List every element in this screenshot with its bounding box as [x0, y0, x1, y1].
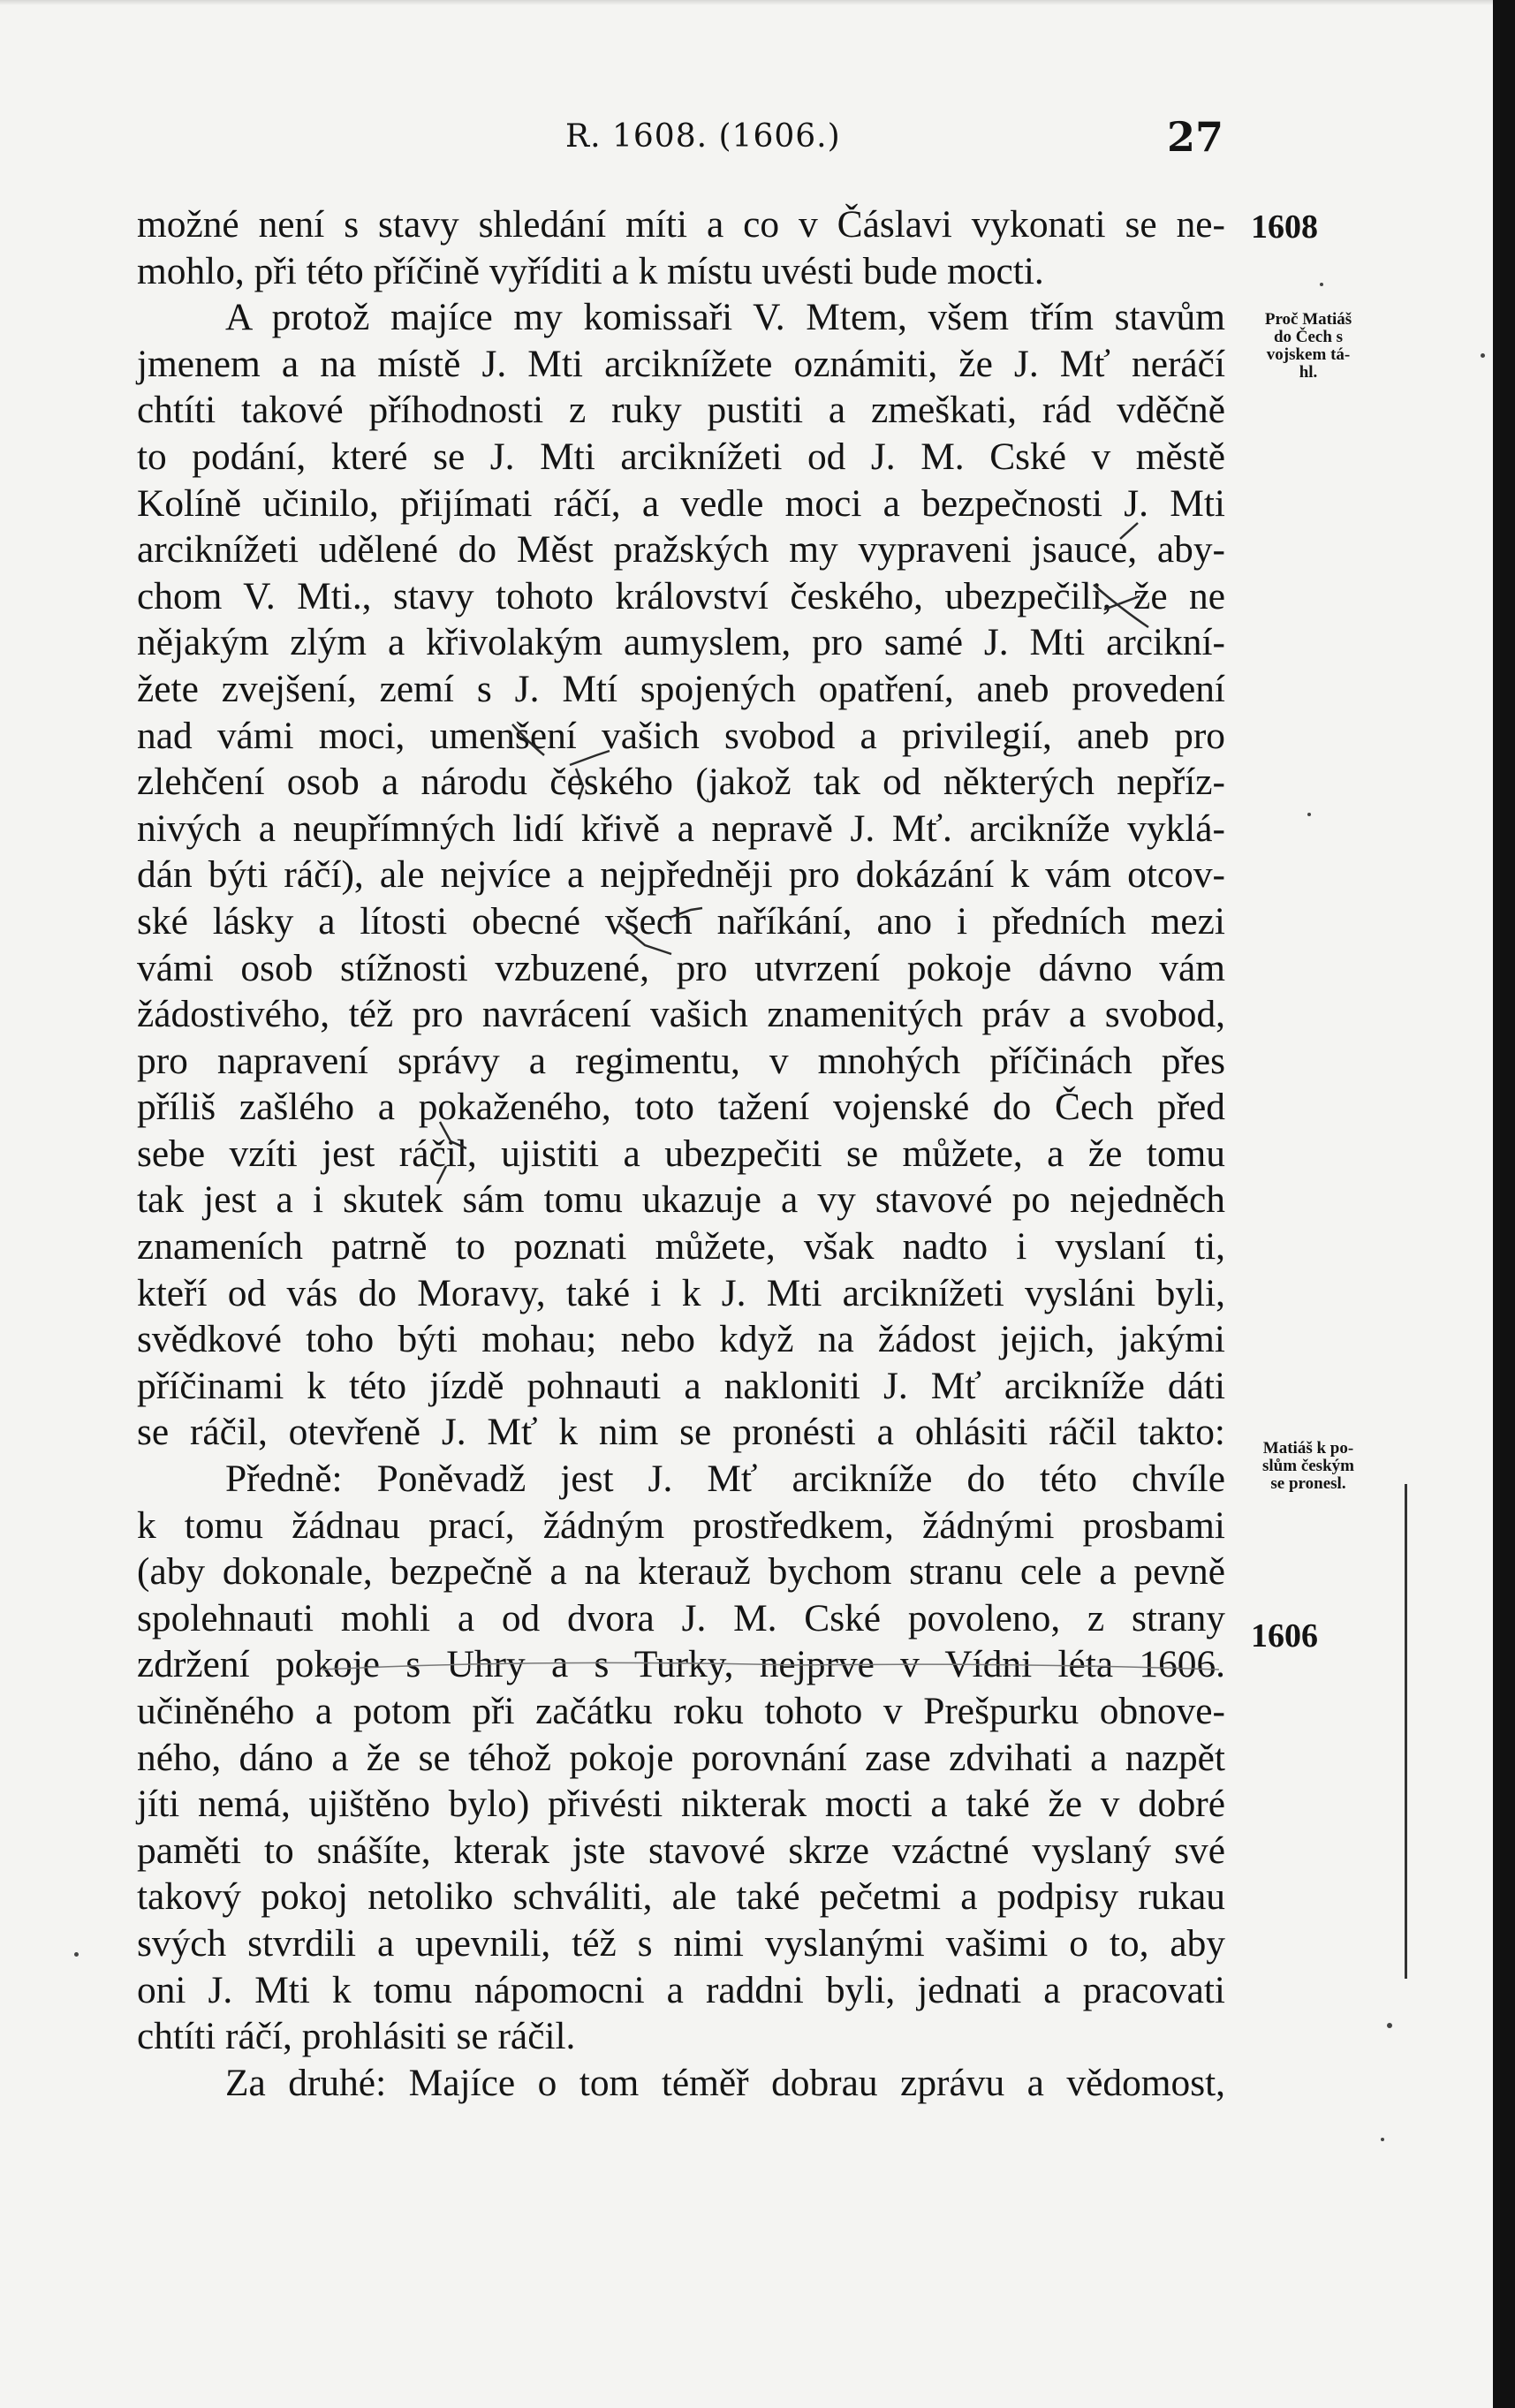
text-line: jmenem a na místě J. Mti arciknížete oznámiti, že J. Mť neráčí [137, 342, 1225, 385]
margin-rule [1405, 1484, 1407, 1979]
text-line: Kolíně učinilo, přijímati ráčí, a vedle moci a bezpečnosti J. Mti [137, 481, 1225, 525]
margin-note-line: do Čech s [1273, 328, 1344, 346]
text-line: chtíti ráčí, prohlásiti se ráčil. [137, 2015, 576, 2058]
text-line: chom V. Mti., stavy tohoto království českého, ubezpečili, že ne [137, 574, 1225, 617]
text-line: znameních patrně to poznati můžete, však nadto i vyslaní ti, [137, 1225, 1225, 1268]
margin-note-line: vojskem tá- [1266, 345, 1351, 364]
text-line: k tomu žádnau prací, žádným prostředkem, žádnými prosbami [137, 1503, 1225, 1547]
text-line: takový pokoj netoliko schváliti, ale také pečetmi a podpisy rukau [137, 1875, 1225, 1919]
text-line: svých stvrdili a upevnili, též s nimi vyslanými vašimi o to, aby [137, 1921, 1225, 1965]
page-right-edge [1493, 0, 1515, 2408]
text-line: chtíti takové příhodnosti z ruky pustiti a zmeškati, rád vděčně [137, 389, 1225, 432]
text-line: dán býti ráčí), ale nejvíce a nejpředněji pro dokázání k vám otcov- [137, 853, 1225, 897]
paper-speck [1481, 353, 1485, 358]
margin-note-line: Matiáš k po- [1262, 1439, 1354, 1458]
text-line: tak jest a i skutek sám tomu ukazuje a vy stavové po nejedněch [137, 1178, 1225, 1222]
text-line: (aby dokonale, bezpečně a na kterauž bychom stranu cele a pevně [137, 1550, 1225, 1594]
text-line: spolehnauti mohli a od dvora J. M. Cské povoleno, z strany [137, 1596, 1225, 1639]
text-line: paměti to snášíte, kterak jste stavové skrze vzáctné vyslaný své [137, 1829, 1225, 1872]
text-line: učiněného a potom při začátku roku tohoto v Prešpurku obnove- [137, 1690, 1225, 1732]
text-line: A protož majíce my komissaři V. Mtem, všem třím stavům [225, 296, 1225, 339]
text-line: nivých a neupřímných lidí křivě a nepravě J. Mť. arcikníže vyklá- [137, 806, 1225, 850]
paper-speck [1387, 2023, 1392, 2028]
page-header [133, 113, 1237, 166]
margin-note-line: Proč Matiáš [1264, 310, 1352, 329]
paper-speck [1381, 2138, 1384, 2141]
text-line: to podání, které se J. Mti arciknížeti od J. M. Cské v městě [137, 435, 1225, 478]
text-line: žádostivého, též pro navrácení vašich znamenitých práv a svobod, [137, 993, 1225, 1036]
text-line: Předně: Poněvadž jest J. Mť arcikníže do této chvíle [225, 1458, 1225, 1501]
text-line: ného, dáno a že se téhož pokoje porovnání zase zdvihati a nazpět [137, 1736, 1225, 1779]
text-line: Za druhé: Majíce o tom téměř dobrau zprávu a vědomost, [225, 2061, 1225, 2104]
text-line: arciknížeti udělené do Měst pražských my vypraveni jsauce, aby- [137, 528, 1225, 572]
text-line: zlehčení osob a národu českého (jakož tak od některých nepříz- [137, 761, 1225, 804]
body-text [137, 201, 1225, 2106]
margin-year-1608: 1608 [1251, 208, 1318, 246]
text-line: vámi osob stížnosti vzbuzené, pro utvrzení pokoje dávno vám [137, 946, 1225, 989]
text-line: ské lásky a lítosti obecné všech naříkání, ano i předních mezi [137, 899, 1225, 943]
paper-speck [1307, 813, 1311, 816]
text-line: jíti nemá, ujištěno bylo) přivésti nikterak mocti a také že v dobré [137, 1783, 1225, 1826]
text-line: žete zvejšení, zemí s J. Mtí spojených opatření, aneb provedení [137, 667, 1225, 710]
page-top-edge [0, 0, 1493, 5]
page-number: 27 [1166, 113, 1223, 161]
text-line: příliš zašlého a pokaženého, toto tažení vojenské do Čech před [137, 1086, 1225, 1129]
text-line: zdržení pokoje s Uhry a s Turky, nejprve v Vídni léta 1606. [137, 1643, 1225, 1686]
text-line: nad vámi moci, umenšení vašich svobod a privilegií, aneb pro [137, 714, 1225, 757]
text-line: kteří od vás do Moravy, také i k J. Mti arciknížeti vysláni byli, [137, 1271, 1225, 1314]
running-head: R. 1608. (1606.) [565, 118, 841, 155]
text-line: sebe vzíti jest ráčil, ujistiti a ubezpečiti se můžete, a že tomu [137, 1132, 1225, 1175]
paper-speck [1320, 283, 1323, 286]
margin-note-line: se pronesl. [1270, 1474, 1346, 1493]
margin-note-line: hl. [1299, 363, 1318, 382]
text-line: oni J. Mti k tomu nápomocni a raddni byli, jednati a pracovati [137, 1968, 1225, 2011]
margin-note-matias-to-envoys [1232, 1440, 1384, 1493]
text-line: pro napravení správy a regimentu, v mnohých příčinách přes [137, 1039, 1225, 1082]
margin-year-1606: 1606 [1251, 1617, 1318, 1655]
text-line: možné není s stavy shledání míti a co v Čáslavi vykonati se ne- [137, 203, 1225, 246]
text-line: příčinami k této jízdě pohnauti a nakloniti J. Mť arcikníže dáti [137, 1364, 1225, 1407]
text-line: svědkové toho býti mohau; nebo když na žádost jejich, jakými [137, 1318, 1225, 1361]
text-line: mohlo, při této příčině vyříditi a k místu uvésti bude mocti. [137, 249, 1044, 292]
margin-note-matias-to-bohemia [1232, 311, 1384, 382]
text-line: se ráčil, otevřeně J. Mť k nim se pronésti a ohlásiti ráčil takto: [137, 1411, 1225, 1454]
margin-note-line: slům českým [1262, 1457, 1354, 1475]
text-line: nějakým zlým a křivolakým aumyslem, pro samé J. Mti arcikní- [137, 621, 1225, 664]
paper-speck [74, 1952, 79, 1957]
